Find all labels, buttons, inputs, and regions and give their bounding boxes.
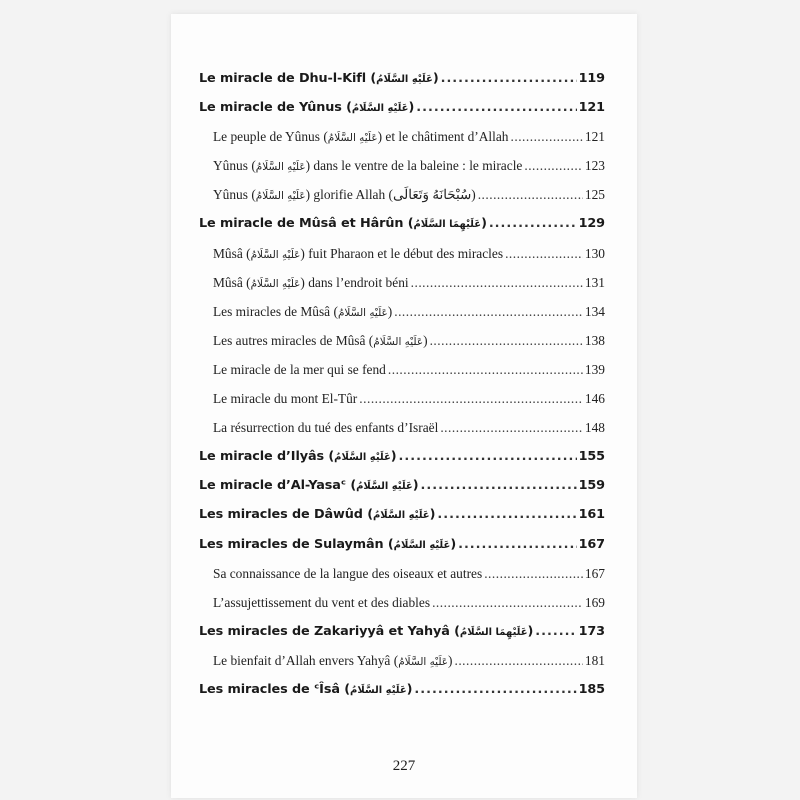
toc-chapter-entry xyxy=(199,478,605,507)
dot-leader xyxy=(399,449,577,464)
dot-leader xyxy=(535,624,576,639)
dot-leader xyxy=(478,187,583,203)
toc-entry-title-text: Les miracles de Sulaymân ( xyxy=(199,536,394,552)
toc-entry-title xyxy=(213,158,522,174)
toc-section-entry xyxy=(199,304,605,333)
toc-entry-title xyxy=(199,537,456,552)
dot-leader xyxy=(432,595,583,611)
toc-entry-title xyxy=(199,682,412,697)
dot-leader xyxy=(430,333,583,349)
toc-page-number: 159 xyxy=(578,478,605,494)
toc-entry-title xyxy=(199,624,533,639)
toc-page-number: 181 xyxy=(584,652,605,668)
arabic-eulogy: عَلَيْهِ السَّلَامُ xyxy=(398,655,449,668)
toc-entry-title-text: Les miracles de Mûsâ ( xyxy=(213,303,338,319)
toc-entry-title-text: Le miracle du mont El-Tûr xyxy=(213,391,358,407)
arabic-eulogy: عَلَيْهِ السَّلَامُ xyxy=(372,510,430,522)
toc-entry-title xyxy=(213,595,430,611)
toc-page-number: 146 xyxy=(584,391,605,407)
dot-leader xyxy=(484,566,583,582)
arabic-eulogy: عَلَيْهِ السَّلَامُ xyxy=(334,452,391,464)
dot-leader xyxy=(458,537,577,552)
toc-section-entry xyxy=(199,566,605,595)
toc-entry-title-text: Le miracle de la mer qui se fend xyxy=(213,361,386,377)
toc-entry-title-suffix: ) dans l’endroit béni xyxy=(300,274,409,290)
toc-entry-title xyxy=(213,275,409,291)
toc-section-entry xyxy=(199,275,605,304)
arabic-eulogy: عَلَيْهِمَا السَّلَامُ xyxy=(459,626,528,638)
toc-entry-title xyxy=(213,653,452,669)
toc-entry-title-text: Le miracle de Dhu-l-Kifl ( xyxy=(199,71,377,86)
arabic-eulogy: عَلَيْهِ السَّلَامُ xyxy=(255,190,306,203)
toc-entry-title-text: Le peuple de Yûnus ( xyxy=(213,129,328,145)
toc-entry-title xyxy=(199,507,435,522)
toc-entry-title xyxy=(213,333,428,349)
toc-entry-title-suffix: ) xyxy=(412,478,419,494)
toc-section-entry xyxy=(199,158,605,187)
dot-leader xyxy=(388,362,583,378)
toc-chapter-entry xyxy=(199,71,605,100)
dot-leader xyxy=(454,653,582,669)
arabic-eulogy: عَلَيْهِ السَّلَامُ xyxy=(250,248,301,261)
toc-entry-title-suffix: ) xyxy=(408,100,415,116)
toc-entry-title-text: Les miracles de ᶜÎsâ ( xyxy=(199,681,351,697)
toc-entry-title-text: Sa connaissance de la langue des oiseaux et autres xyxy=(213,565,483,581)
toc-section-entry xyxy=(199,246,605,275)
toc-entry-title-suffix: ) dans le ventre de la baleine : le miracle xyxy=(305,158,523,174)
toc-entry-title xyxy=(199,71,439,86)
toc-section-entry xyxy=(199,595,605,624)
toc-entry-title-text: Le miracle d’Al-Yasaᶜ ( xyxy=(199,478,357,494)
toc-section-entry xyxy=(199,653,605,682)
toc-entry-title xyxy=(213,304,392,320)
dot-leader xyxy=(441,71,577,86)
toc-entry-title xyxy=(213,391,357,407)
dot-leader xyxy=(414,682,576,697)
toc-entry-title-suffix: ) xyxy=(406,681,413,697)
dot-leader xyxy=(421,478,577,493)
dot-leader xyxy=(411,275,583,291)
toc-entry-title xyxy=(199,449,397,464)
toc-entry-title-suffix: ) glorifie Allah (سُبْحَانَهُ وَتَعَالَى) xyxy=(305,187,476,203)
toc-entry-title-suffix: ) xyxy=(429,507,436,523)
toc-entry-title xyxy=(213,187,476,203)
page-number: 227 xyxy=(392,758,416,774)
toc-entry-title-suffix: ) xyxy=(448,652,453,668)
arabic-eulogy: عَلَيْهِ السَّلَامُ xyxy=(255,161,306,174)
toc-page-number: 139 xyxy=(584,361,605,377)
toc-page-number: 148 xyxy=(584,420,605,436)
dot-leader xyxy=(489,216,577,231)
arabic-eulogy: عَلَيْهِ السَّلَامُ xyxy=(393,539,451,551)
toc-page-number: 130 xyxy=(584,245,605,261)
dot-leader xyxy=(524,158,583,174)
toc-entry-title-text: Mûsâ ( xyxy=(213,245,251,261)
toc-entry-title xyxy=(213,566,482,582)
toc-entry-title-text: L’assujettissement du vent et des diables xyxy=(213,594,431,610)
toc-entry-title xyxy=(199,100,414,115)
toc-section-entry xyxy=(199,187,605,216)
toc-entry-title-text: Le miracle de Mûsâ et Hârûn ( xyxy=(199,216,414,232)
toc-chapter-entry xyxy=(199,100,605,129)
toc-entry-title-text: Les miracles de Dâwûd ( xyxy=(199,507,373,523)
toc-chapter-entry xyxy=(199,507,605,536)
arabic-eulogy: عَلَيْهِ السَّلَامُ xyxy=(351,103,409,115)
toc-entry-title-suffix: ) xyxy=(481,216,487,232)
dot-leader xyxy=(394,304,583,320)
toc-section-entry xyxy=(199,129,605,158)
toc-entry-title-suffix: ) xyxy=(390,449,397,465)
toc-chapter-entry xyxy=(199,537,605,566)
table-of-contents xyxy=(199,71,605,711)
toc-entry-title xyxy=(213,246,503,262)
toc-page-number: 155 xyxy=(578,449,605,465)
toc-page-number: 123 xyxy=(584,158,605,174)
toc-chapter-entry xyxy=(199,216,605,245)
toc-entry-title-suffix: ) xyxy=(432,71,439,86)
toc-page-number: 119 xyxy=(578,71,605,86)
arabic-eulogy: عَلَيْهِ السَّلَامُ xyxy=(327,132,378,145)
dot-leader xyxy=(440,420,583,436)
arabic-eulogy: عَلَيْهِ السَّلَامُ xyxy=(376,74,433,85)
toc-entry-title-text: La résurrection du tué des enfants d’Israël xyxy=(213,420,439,436)
toc-page-number: 121 xyxy=(578,100,605,116)
toc-page-number: 173 xyxy=(578,623,605,639)
arabic-eulogy: عَلَيْهِ السَّلَامُ xyxy=(356,481,413,493)
toc-chapter-entry xyxy=(199,449,605,478)
toc-entry-title-text: Le miracle d’Ilyâs ( xyxy=(199,449,335,465)
toc-entry-title xyxy=(199,216,487,231)
arabic-eulogy: عَلَيْهِ السَّلَامُ xyxy=(350,684,407,696)
dot-leader xyxy=(416,100,576,115)
toc-entry-title xyxy=(213,420,438,436)
toc-entry-title-suffix: ) fuit Pharaon et le début des miracles xyxy=(300,245,504,261)
toc-entry-title xyxy=(199,478,419,493)
arabic-eulogy: عَلَيْهِمَا السَّلَامُ xyxy=(413,219,482,231)
toc-entry-title-text: Les miracles de Zakariyyâ et Yahyâ ( xyxy=(199,623,460,639)
toc-entry-title xyxy=(213,362,386,378)
toc-entry-title-suffix: ) xyxy=(387,303,393,319)
toc-entry-title-suffix: ) et le châtiment d’Allah xyxy=(377,129,509,145)
arabic-eulogy: عَلَيْهِ السَّلَامُ xyxy=(250,277,301,290)
toc-entry-title-text: Le bienfait d’Allah envers Yahyâ ( xyxy=(213,652,399,668)
dot-leader xyxy=(511,129,583,145)
dot-leader xyxy=(359,391,583,407)
toc-entry-title xyxy=(213,129,509,145)
dot-leader xyxy=(437,507,576,522)
toc-chapter-entry xyxy=(199,624,605,653)
toc-section-entry xyxy=(199,333,605,362)
toc-page-number: 125 xyxy=(584,187,605,203)
toc-section-entry xyxy=(199,362,605,391)
toc-chapter-entry xyxy=(199,682,605,711)
toc-entry-title-suffix: ) xyxy=(527,623,534,639)
toc-entry-title-suffix: ) xyxy=(450,536,457,552)
toc-entry-title-text: Les autres miracles de Mûsâ ( xyxy=(213,332,374,348)
toc-page-number: 167 xyxy=(578,536,605,552)
toc-entry-title-text: Yûnus ( xyxy=(213,158,256,174)
toc-section-entry xyxy=(199,420,605,449)
toc-page-number: 129 xyxy=(578,216,605,232)
toc-page-number: 161 xyxy=(578,507,605,523)
book-page xyxy=(171,14,637,798)
toc-page-number: 169 xyxy=(584,594,605,610)
toc-page-number: 134 xyxy=(584,303,605,319)
toc-entry-title-text: Le miracle de Yûnus ( xyxy=(199,100,352,116)
toc-entry-title-suffix: ) xyxy=(423,332,428,348)
toc-page-number: 131 xyxy=(584,274,605,290)
toc-section-entry xyxy=(199,391,605,420)
toc-page-number: 185 xyxy=(578,681,605,697)
dot-leader xyxy=(505,246,583,262)
toc-page-number: 121 xyxy=(584,129,605,145)
arabic-eulogy: عَلَيْهِ السَّلَامُ xyxy=(337,306,388,319)
toc-entry-title-text: Mûsâ ( xyxy=(213,274,251,290)
toc-page-number: 138 xyxy=(584,332,605,348)
toc-page-number: 167 xyxy=(584,565,605,581)
toc-entry-title-text: Yûnus ( xyxy=(213,187,256,203)
arabic-eulogy: عَلَيْهِ السَّلَامُ xyxy=(373,335,424,348)
